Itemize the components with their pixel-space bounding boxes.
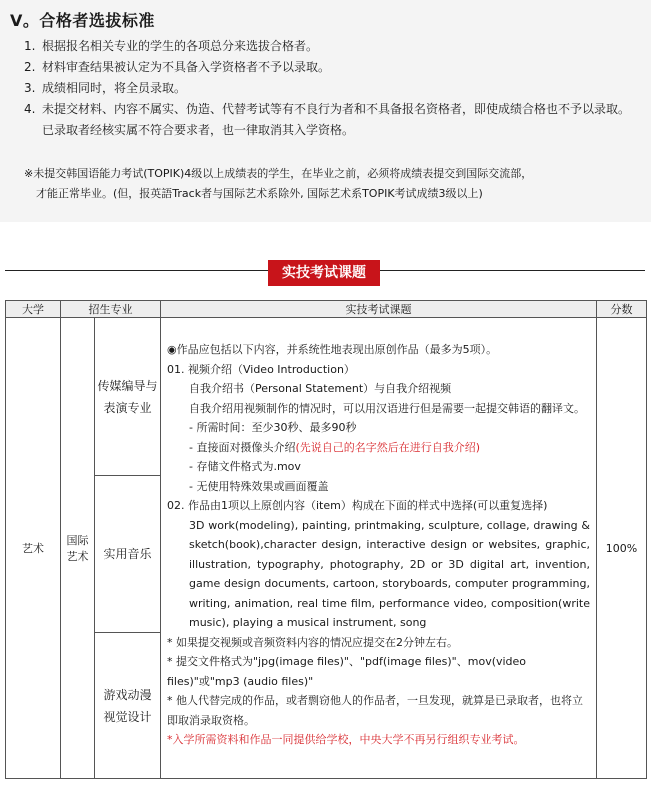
bullet-emphasis: (先说自己的名字然后在进行自我介绍) [295, 440, 481, 454]
topik-note [24, 164, 634, 204]
major-line: 视觉设计 [103, 709, 152, 724]
list-text: 未提交材料、内容不属实、伪造、代替考试等有不良行为者和不具备报名资格者，即使成绩合格也不予以录取。已录取者经核实属不符合要求者，也一律取消其入学资格。 [42, 102, 631, 137]
table-row [6, 318, 647, 476]
list-item [24, 99, 636, 141]
item1-title: 01. 视频介绍（Video Introduction） [167, 362, 355, 376]
list-item [24, 57, 636, 78]
list-number: 2. [24, 60, 36, 74]
note-line: 才能正常毕业。(但，报英語Track者与国际艺术系除外, 国际艺术系TOPIK考试成绩3级以上) [36, 187, 483, 200]
header-university: 大学 [6, 301, 61, 318]
item1-bullet [167, 438, 590, 458]
list-number: 3. [24, 81, 36, 95]
topic-intro: ◉作品应包括以下内容，并系统性地表现出原创作品（最多为5项）。 [167, 343, 498, 356]
item1-bullet: - 存储文件格式为.mov [189, 460, 301, 473]
submission-note: * 他人代替完成的作品，或者剽窃他人的作品者，一旦发现，就算是已录取者，也将立即取消录取资格。 [167, 694, 583, 727]
item2-title: 02. 作品由1项以上原创内容（item）构成在下面的样式中选择(可以重复选择) [167, 499, 548, 512]
selection-criteria-section [0, 0, 651, 222]
department-line: 艺术 [66, 550, 89, 563]
section-title: V。合格者选拔标准 [10, 11, 155, 30]
list-text: 材料审查结果被认定为不具备入学资格者不予以录取。 [42, 60, 331, 74]
list-number: 4. [24, 102, 36, 116]
exam-topic-cell [161, 318, 597, 779]
criteria-list [24, 36, 636, 141]
list-number: 1. [24, 39, 36, 53]
department-cell [61, 318, 95, 779]
submission-note-emphasis: *入学所需资料和作品一同提供给学校，中央大学不再另行组织专业考试。 [167, 733, 525, 746]
item1-bullet: - 所需时间：至少30秒、最多90秒 [189, 421, 357, 434]
submission-note: * 提交文件格式为"jpg(image files)"、"pdf(image files)"、mov(video files)"或"mp3 (audio files)" [167, 655, 527, 688]
header-topic: 实技考试课题 [161, 301, 597, 318]
table-header-row [6, 301, 647, 318]
score-cell: 100% [597, 318, 647, 779]
item1-description: 自我介绍用视频制作的情况时，可以用汉语进行但是需要一起提交韩语的翻译文。 [189, 401, 585, 415]
university-cell: 艺术 [6, 318, 61, 779]
list-text: 根据报名相关专业的学生的各项总分来选拔合格者。 [42, 39, 319, 53]
header-score: 分数 [597, 301, 647, 318]
major-line: 传媒编导与 [97, 378, 158, 393]
item1-subtitle: 自我介绍书（Personal Statement）与自我介绍视频 [189, 382, 452, 395]
header-major: 招生专业 [61, 301, 161, 318]
department-line: 国际 [66, 534, 89, 547]
list-item [24, 36, 636, 57]
major-cell [95, 476, 161, 633]
list-text: 成绩相同时，将全员录取。 [42, 81, 187, 95]
list-item [24, 78, 636, 99]
major-line: 表演专业 [103, 400, 152, 415]
major-line: 游戏动漫 [103, 687, 152, 702]
note-line: ※未提交韩国语能力考试(TOPIK)4级以上成绩表的学生，在毕业之前，必须将成绩表提交到国际交流部， [24, 167, 533, 180]
item2-list: 3D work(modeling), painting, printmaking, sculpture, collage, drawing & sketch(book),character design, interactive design or websites, graphic, illustration, typography, photography, 2D or 3D digital art, invention, game design documents, cartoon, storyboards, computer programming, writing, animation, real time film, performance video, composition(write music), playing a musical instrument, song [189, 518, 590, 629]
submission-note: * 如果提交视频或音频资料内容的情况应提交在2分钟左右。 [167, 635, 458, 649]
practical-exam-table [5, 300, 647, 779]
item1-bullet: - 无使用特殊效果或画面覆盖 [189, 479, 329, 493]
major-line: 实用音乐 [103, 547, 152, 561]
practical-exam-banner: 实技考试课题 [268, 260, 380, 286]
major-cell [95, 633, 161, 779]
bullet-text: - 直接面对摄像头介绍 [189, 440, 296, 454]
major-cell [95, 318, 161, 476]
